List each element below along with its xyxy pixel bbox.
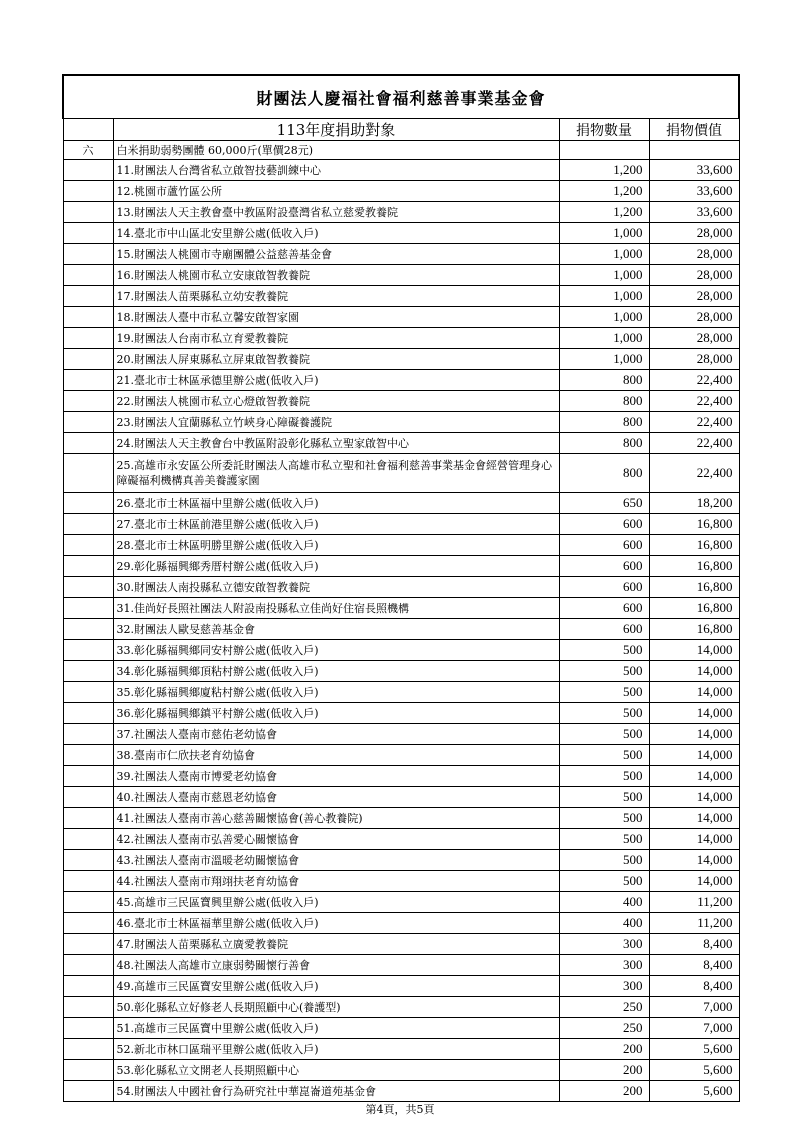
row-index-cell [63,328,113,349]
donation-quantity: 1,200 [559,202,649,223]
row-index-cell [63,997,113,1018]
donation-value: 11,200 [649,913,739,934]
donation-quantity: 400 [559,892,649,913]
donation-quantity: 500 [559,766,649,787]
donation-quantity: 800 [559,433,649,454]
donation-quantity: 500 [559,682,649,703]
row-index-cell [63,955,113,976]
recipient-name: 38.臺南市仁欣扶老育幼協會 [113,745,559,766]
recipient-name: 48.社團法人高雄市立康弱勢關懷行善會 [113,955,559,976]
donation-value: 14,000 [649,724,739,745]
donation-quantity: 1,000 [559,265,649,286]
table-row [63,535,739,556]
recipient-name: 31.佳尚好長照社團法人附設南投縣私立佳尚好住宿長照機構 [113,598,559,619]
recipient-name: 18.財團法人臺中市私立馨安啟智家園 [113,307,559,328]
recipient-name: 24.財團法人天主教會台中教區附設彰化縣私立聖家啟智中心 [113,433,559,454]
recipient-name: 30.財團法人南投縣私立德安啟智教養院 [113,577,559,598]
recipient-name: 36.彰化縣福興鄉鎮平村辦公處(低收入戶) [113,703,559,724]
recipient-name: 49.高雄市三民區寶安里辦公處(低收入戶) [113,976,559,997]
row-index-cell [63,1018,113,1039]
row-index-cell [63,244,113,265]
recipient-name: 17.財團法人苗栗縣私立幼安教養院 [113,286,559,307]
recipient-name: 41.社團法人臺南市善心慈善關懷協會(善心教養院) [113,808,559,829]
row-index-cell [63,307,113,328]
row-index-cell [63,829,113,850]
donation-quantity: 600 [559,556,649,577]
donation-value: 14,000 [649,661,739,682]
header-index-cell [63,119,113,141]
row-index-cell [63,682,113,703]
donation-quantity: 500 [559,787,649,808]
donation-value: 14,000 [649,787,739,808]
donation-value: 5,600 [649,1081,739,1102]
donation-value: 33,600 [649,160,739,181]
row-index-cell [63,787,113,808]
donation-value: 28,000 [649,349,739,370]
row-index-cell [63,370,113,391]
row-index-cell [63,766,113,787]
donation-value: 16,800 [649,619,739,640]
title-row [63,75,739,119]
header-quantity: 捐物數量 [559,119,649,141]
table-row [63,724,739,745]
recipient-name: 37.社團法人臺南市慈佑老幼協會 [113,724,559,745]
donation-quantity: 1,000 [559,307,649,328]
row-index-cell [63,1060,113,1081]
donation-quantity: 800 [559,454,649,493]
donation-value: 14,000 [649,850,739,871]
table-row [63,328,739,349]
row-index-cell [63,976,113,997]
recipient-name: 46.臺北市士林區福華里辦公處(低收入戶) [113,913,559,934]
table-row [63,934,739,955]
donation-quantity: 300 [559,934,649,955]
row-index-cell [63,391,113,412]
table-row [63,1081,739,1102]
donation-quantity: 500 [559,703,649,724]
donation-value: 14,000 [649,871,739,892]
recipient-name: 43.社團法人臺南市溫暖老幼關懷協會 [113,850,559,871]
recipient-name: 47.財團法人苗栗縣私立廣愛教養院 [113,934,559,955]
row-index-cell [63,433,113,454]
donation-quantity: 650 [559,493,649,514]
row-index-cell [63,286,113,307]
donation-value: 11,200 [649,892,739,913]
recipient-name: 42.社團法人臺南市弘善愛心關懷協會 [113,829,559,850]
recipient-name: 52.新北市林口區瑞平里辦公處(低收入戶) [113,1039,559,1060]
recipient-name: 21.臺北市士林區承德里辦公處(低收入戶) [113,370,559,391]
table-row [63,892,739,913]
donation-value: 28,000 [649,223,739,244]
recipient-name: 29.彰化縣福興鄉秀厝村辦公處(低收入戶) [113,556,559,577]
row-index-cell [63,745,113,766]
donation-value: 14,000 [649,703,739,724]
row-index-cell [63,619,113,640]
row-index-cell [63,181,113,202]
table-row [63,766,739,787]
donation-quantity: 250 [559,997,649,1018]
donation-quantity: 800 [559,370,649,391]
row-index-cell [63,454,113,493]
table-row [63,160,739,181]
donation-value: 14,000 [649,640,739,661]
donation-value: 16,800 [649,556,739,577]
row-index-cell [63,913,113,934]
recipient-name: 16.財團法人桃園市私立安康啟智教養院 [113,265,559,286]
recipient-name: 26.臺北市士林區福中里辦公處(低收入戶) [113,493,559,514]
donation-quantity: 600 [559,535,649,556]
document-title: 財團法人慶福社會福利慈善事業基金會 [63,75,739,119]
table-row [63,682,739,703]
table-row [63,349,739,370]
donation-quantity: 500 [559,640,649,661]
section-index: 六 [63,141,113,160]
table-row [63,913,739,934]
row-index-cell [63,598,113,619]
donation-value: 28,000 [649,244,739,265]
table-row [63,412,739,433]
row-index-cell [63,661,113,682]
donation-quantity: 200 [559,1039,649,1060]
recipient-name: 19.財團法人台南市私立育愛教養院 [113,328,559,349]
table-row [63,745,739,766]
row-index-cell [63,1039,113,1060]
row-index-cell [63,703,113,724]
recipient-name: 15.財團法人桃園市寺廟團體公益慈善基金會 [113,244,559,265]
donation-quantity: 1,000 [559,349,649,370]
table-row [63,391,739,412]
table-row [63,433,739,454]
donation-value: 5,600 [649,1060,739,1081]
row-index-cell [63,535,113,556]
recipient-name: 23.財團法人宜蘭縣私立竹峽身心障礙養護院 [113,412,559,433]
table-row [63,703,739,724]
table-row [63,370,739,391]
donation-value: 14,000 [649,745,739,766]
donation-quantity: 500 [559,661,649,682]
donation-quantity: 500 [559,745,649,766]
row-index-cell [63,934,113,955]
table-row [63,598,739,619]
row-index-cell [63,850,113,871]
table-row [63,808,739,829]
donation-value: 22,400 [649,370,739,391]
donation-quantity: 1,000 [559,223,649,244]
donation-quantity: 1,200 [559,181,649,202]
recipient-name: 28.臺北市士林區明勝里辦公處(低收入戶) [113,535,559,556]
donation-value: 8,400 [649,955,739,976]
recipient-name: 13.財團法人天主教會臺中教區附設臺灣省私立慈愛教養院 [113,202,559,223]
table-row [63,493,739,514]
row-index-cell [63,349,113,370]
donation-quantity: 400 [559,913,649,934]
row-index-cell [63,808,113,829]
donation-value: 14,000 [649,766,739,787]
donation-quantity: 600 [559,577,649,598]
row-index-cell [63,412,113,433]
recipient-name: 39.社團法人臺南市博愛老幼協會 [113,766,559,787]
recipient-name: 51.高雄市三民區寶中里辦公處(低收入戶) [113,1018,559,1039]
row-index-cell [63,265,113,286]
row-index-cell [63,223,113,244]
header-row [63,119,739,141]
donation-quantity: 200 [559,1081,649,1102]
table-row [63,244,739,265]
donation-value: 22,400 [649,454,739,493]
donation-value: 22,400 [649,391,739,412]
donation-value: 5,600 [649,1039,739,1060]
recipient-name: 12.桃園市蘆竹區公所 [113,181,559,202]
table-row [63,850,739,871]
row-index-cell [63,202,113,223]
row-index-cell [63,640,113,661]
header-value: 捐物價值 [649,119,739,141]
donation-value: 14,000 [649,808,739,829]
donation-value: 22,400 [649,412,739,433]
table-row [63,997,739,1018]
recipient-name: 27.臺北市士林區前港里辦公處(低收入戶) [113,514,559,535]
recipient-name: 11.財團法人台灣省私立啟智技藝訓練中心 [113,160,559,181]
row-index-cell [63,1081,113,1102]
table-row [63,454,739,493]
donation-quantity: 600 [559,619,649,640]
recipient-name: 45.高雄市三民區寶興里辦公處(低收入戶) [113,892,559,913]
recipient-name: 44.社團法人臺南市翔翊扶老育幼協會 [113,871,559,892]
donation-quantity: 200 [559,1060,649,1081]
table-row [63,640,739,661]
row-index-cell [63,514,113,535]
row-index-cell [63,871,113,892]
donation-quantity: 800 [559,412,649,433]
row-index-cell [63,724,113,745]
recipient-name: 20.財團法人屏東縣私立屏東啟智教養院 [113,349,559,370]
donation-quantity: 1,200 [559,160,649,181]
donation-quantity: 1,000 [559,244,649,265]
row-index-cell [63,160,113,181]
section-value-cell [649,141,739,160]
donation-quantity: 600 [559,514,649,535]
document-sheet [62,74,738,1102]
donation-value: 7,000 [649,997,739,1018]
donation-quantity: 500 [559,871,649,892]
table-row [63,202,739,223]
header-recipient: 113年度捐助對象 [113,119,559,141]
donation-value: 14,000 [649,829,739,850]
donation-value: 28,000 [649,328,739,349]
donation-quantity: 1,000 [559,286,649,307]
donation-value: 28,000 [649,265,739,286]
donation-quantity: 500 [559,724,649,745]
recipient-name: 14.臺北市中山區北安里辦公處(低收入戶) [113,223,559,244]
table-row [63,1018,739,1039]
recipient-name: 34.彰化縣福興鄉頂粘村辦公處(低收入戶) [113,661,559,682]
table-row [63,787,739,808]
donation-value: 16,800 [649,577,739,598]
table-row [63,955,739,976]
recipient-name: 25.高雄市永安區公所委託財團法人高雄市私立聖和社會福利慈善事業基金會經營管理身心障礙福利機構真善美養護家園 [113,454,559,493]
donation-quantity: 300 [559,955,649,976]
donation-value: 33,600 [649,202,739,223]
recipient-name: 53.彰化縣私立文開老人長期照顧中心 [113,1060,559,1081]
donation-quantity: 300 [559,976,649,997]
donation-value: 33,600 [649,181,739,202]
row-index-cell [63,577,113,598]
donation-value: 28,000 [649,286,739,307]
recipient-name: 50.彰化縣私立好修老人長期照顧中心(養護型) [113,997,559,1018]
donation-quantity: 600 [559,598,649,619]
donation-value: 8,400 [649,976,739,997]
donation-value: 16,800 [649,514,739,535]
table-row [63,661,739,682]
donation-table [62,74,740,1102]
table-row [63,1039,739,1060]
donation-quantity: 250 [559,1018,649,1039]
section-qty-cell [559,141,649,160]
table-row [63,181,739,202]
table-row [63,286,739,307]
donation-value: 28,000 [649,307,739,328]
page-footer: 第4頁，共5頁 [365,1103,435,1116]
donation-quantity: 1,000 [559,328,649,349]
row-index-cell [63,556,113,577]
donation-quantity: 800 [559,391,649,412]
table-row [63,1060,739,1081]
donation-value: 8,400 [649,934,739,955]
donation-quantity: 500 [559,829,649,850]
table-row [63,265,739,286]
donation-value: 14,000 [649,682,739,703]
table-row [63,619,739,640]
donation-value: 7,000 [649,1018,739,1039]
table-row [63,556,739,577]
recipient-name: 35.彰化縣福興鄉廈粘村辦公處(低收入戶) [113,682,559,703]
table-row [63,976,739,997]
recipient-name: 33.彰化縣福興鄉同安村辦公處(低收入戶) [113,640,559,661]
recipient-name: 54.財團法人中國社會行為研究社中華崑崙道苑基金會 [113,1081,559,1102]
recipient-name: 40.社團法人臺南市慈恩老幼協會 [113,787,559,808]
row-index-cell [63,493,113,514]
table-row [63,307,739,328]
section-row [63,141,739,160]
recipient-name: 22.財團法人桃園市私立心燈啟智教養院 [113,391,559,412]
table-row [63,223,739,244]
section-label: 白米捐助弱勢團體 60,000斤(單價28元) [113,141,559,160]
donation-value: 22,400 [649,433,739,454]
table-row [63,871,739,892]
row-index-cell [63,892,113,913]
donation-quantity: 500 [559,850,649,871]
donation-value: 16,800 [649,598,739,619]
table-row [63,829,739,850]
donation-value: 16,800 [649,535,739,556]
recipient-name: 32.財團法人歐旻慈善基金會 [113,619,559,640]
table-row [63,514,739,535]
table-row [63,577,739,598]
donation-quantity: 500 [559,808,649,829]
donation-value: 18,200 [649,493,739,514]
